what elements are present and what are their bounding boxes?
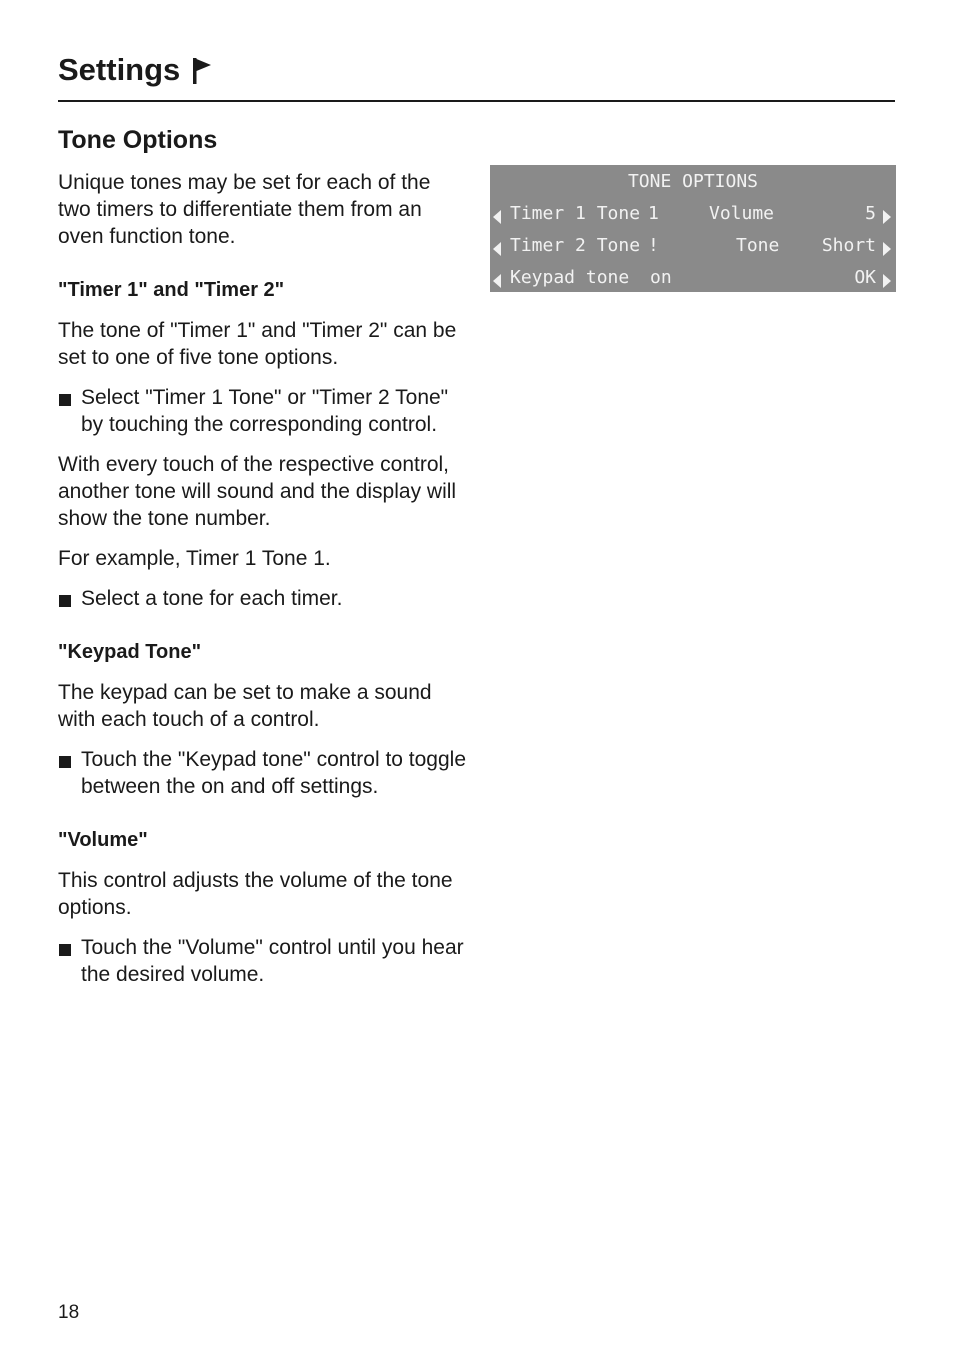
arrow-right-icon — [883, 274, 891, 288]
arrow-left-icon — [493, 210, 501, 224]
keypad-paragraph: The keypad can be set to make a sound with each touch of a control. — [58, 681, 432, 731]
display-row-timer-1 — [490, 199, 896, 227]
square-bullet-icon — [59, 595, 71, 607]
list-item — [58, 384, 468, 438]
volume-paragraph: This control adjusts the volume of the tone options. — [58, 869, 453, 919]
page-header — [58, 50, 895, 102]
timer-2-tone-control[interactable]: Timer 2 Tone — [510, 235, 641, 256]
keypad-tone-control[interactable]: Keypad tone — [510, 267, 630, 288]
arrow-left-icon — [493, 242, 501, 256]
page-number: 18 — [58, 1302, 80, 1323]
timer-example: For example, Timer 1 Tone 1. — [58, 547, 331, 570]
ok-control[interactable]: OK — [854, 267, 876, 288]
timer-heading: "Timer 1" and "Timer 2" — [58, 279, 285, 301]
timer-1-tone-value: 1 — [648, 203, 659, 224]
flag-icon — [193, 58, 213, 84]
display-row-keypad — [490, 263, 896, 291]
keypad-tone-value: on — [650, 267, 672, 288]
arrow-right-icon — [883, 242, 891, 256]
section-title: Tone Options — [58, 126, 218, 154]
square-bullet-icon — [59, 394, 71, 406]
volume-label: Volume — [709, 203, 775, 224]
list-item-text: Select a tone for each timer. — [81, 587, 343, 610]
list-item — [58, 585, 468, 612]
arrow-left-icon — [493, 274, 501, 288]
volume-heading: "Volume" — [58, 829, 148, 851]
timer-paragraph: The tone of "Timer 1" and "Timer 2" can be set to one of five tone options. — [58, 319, 457, 369]
volume-control[interactable]: 5 — [865, 203, 876, 224]
list-item-text: Touch the "Keypad tone" control to toggle between the on and off settings. — [81, 748, 467, 798]
timer-paragraph-2: With every touch of the respective control, another tone will sound and the display will show the tone number. — [58, 453, 457, 530]
list-item-text: Select "Timer 1 Tone" or "Timer 2 Tone" by touching the corresponding control. — [81, 386, 449, 436]
display-title: TONE OPTIONS — [627, 171, 759, 192]
square-bullet-icon — [59, 944, 71, 956]
list-item — [58, 746, 468, 800]
arrow-right-icon — [883, 210, 891, 224]
intro-paragraph: Unique tones may be set for each of the two timers to differentiate them from an oven function tone. — [58, 171, 431, 248]
keypad-heading: "Keypad Tone" — [58, 641, 202, 663]
square-bullet-icon — [59, 756, 71, 768]
list-item-text: Touch the "Volume" control until you hear the desired volume. — [81, 936, 464, 986]
display-row-timer-2 — [490, 231, 896, 259]
timer-1-tone-control[interactable]: Timer 1 Tone — [510, 203, 641, 224]
page-title: Settings — [58, 52, 181, 87]
tone-control[interactable]: Short — [821, 235, 876, 256]
tone-options-display — [490, 165, 896, 292]
tone-label: Tone — [736, 235, 780, 256]
list-item — [58, 934, 468, 988]
text-column — [58, 124, 468, 1001]
timer-2-tone-value: ! — [648, 235, 659, 256]
